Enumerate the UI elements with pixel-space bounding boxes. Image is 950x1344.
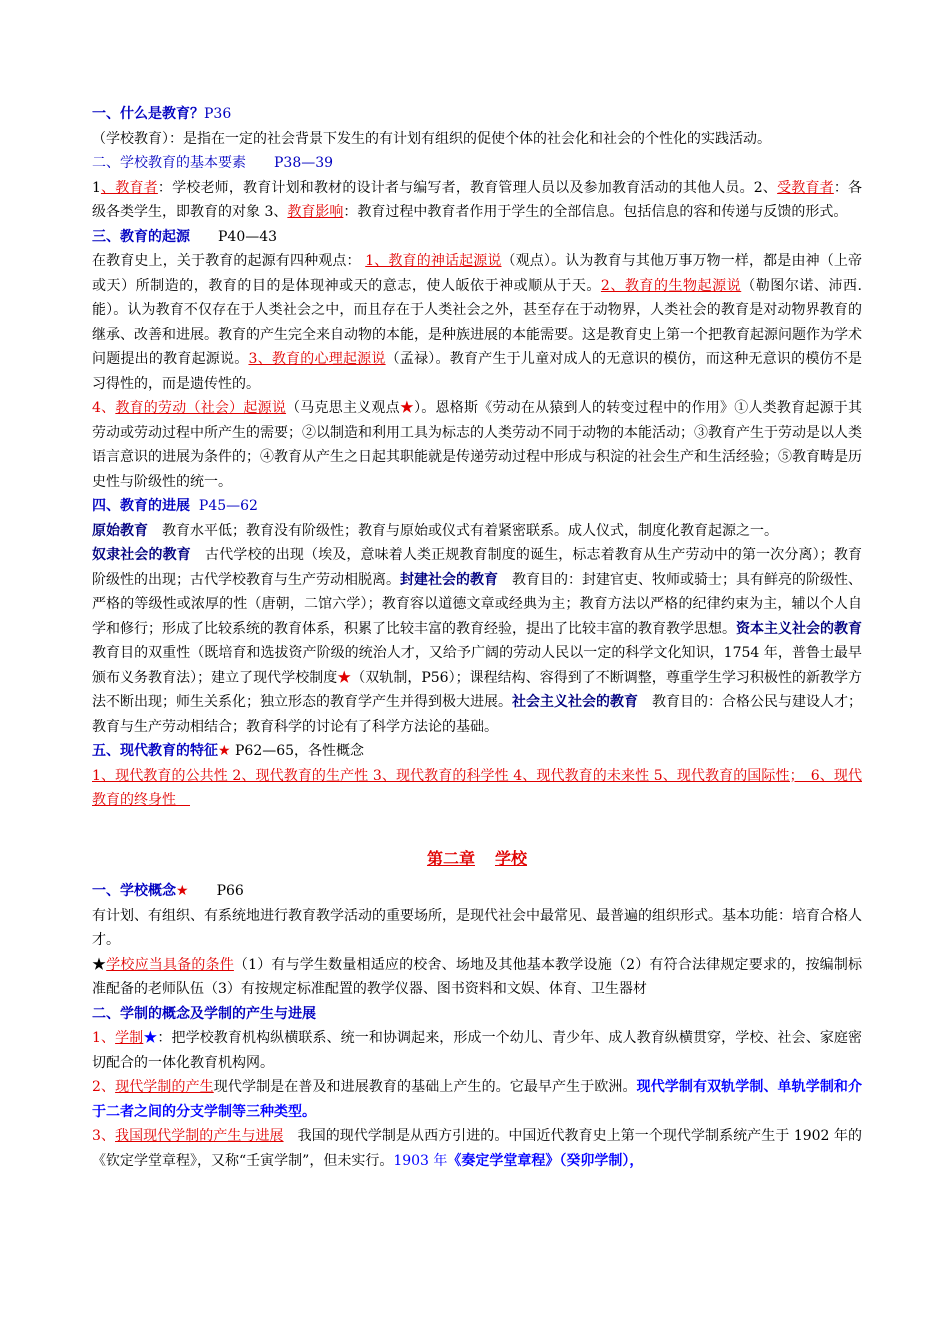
era-socialist-desc: 教育目的：合格公民与建设人才；教育与生产劳动相结合；教育科学的讨论有了科学方法论的基础。 xyxy=(92,694,862,735)
origin-bio: 2、教育的生物起源说 xyxy=(600,277,742,294)
term-educator-desc: ：学校老师，教育计划和教材的设计者与编写者，教育管理人员以及参加教育活动的其他人员。2、 xyxy=(157,179,778,196)
star-icon: ★ xyxy=(143,1030,158,1046)
section-3-body xyxy=(92,249,862,396)
china-system-desc: 我国的现代学制是从西方引进的。中国近代教育史上第一个现代学制系统产生于 1902 年的《钦定学堂章程》，又称“壬寅学制”，但未实行。 xyxy=(92,1128,862,1169)
item-number: 3、 xyxy=(92,1128,116,1144)
section-3-page: P40—43 xyxy=(218,228,278,245)
school-system-desc: ：把学校教育机构纵横联系、统一和协调起来，形成一个幼儿、青少年、成人教育纵横贯穿，学校、社会、家庭密切配合的一体化教育机构网。 xyxy=(92,1030,863,1071)
chapter-name: 学校 xyxy=(495,848,528,868)
school-system-def xyxy=(92,1026,862,1075)
modern-system-desc: 现代学制是在普及和进展教育的基础上产生的。它最早产生于欧洲。 xyxy=(213,1079,637,1095)
era-slave: 奴隶社会的教育 xyxy=(92,547,191,563)
origin-intro: 在教育史上，关于教育的起源有四种观点： xyxy=(92,253,361,269)
section-2 xyxy=(92,151,862,176)
section-5-page: P62—65，各性概念 xyxy=(230,743,365,759)
section-4 xyxy=(92,494,862,519)
section-3 xyxy=(92,225,862,250)
section-2-body xyxy=(92,176,862,225)
section-1-title: 一、什么是教育？ xyxy=(92,106,204,122)
item-number: 2、 xyxy=(92,1079,116,1095)
era-slave-desc: 古代学校的出现（埃及，意味着人类正规教育制度的诞生，标志着教育从生产劳动中的第一次分离）；教育阶级性的出现；古代学校教育与生产劳动相脱离。 xyxy=(92,547,863,588)
modern-system-types: 现代学制有双轨学制、单轨学制和介于二者之间的分支学制等三种类型。 xyxy=(92,1079,863,1120)
section-5 xyxy=(92,739,862,764)
chapter-title xyxy=(92,847,862,872)
origin-bio-desc: （勒图尔诺、沛西.能）。认为教育不仅存在于人类社会之中，而且存在于人类社会之外，甚至存在于动物界，人类社会的教育是对动物界教育的继承、改善和进展。教育的产生完全来自动物的本能，是种族进展的本能需要。这是教育史上第一个把教育起源问题作为学术问题提出的教育起源说。 xyxy=(92,277,862,367)
school-system-term: 学制 xyxy=(115,1030,144,1046)
chapter-section-1-title: 一、学校概念 xyxy=(92,883,176,899)
term-educatee: 受教育者 xyxy=(777,179,834,196)
school-conditions xyxy=(92,953,862,1002)
school-conditions-desc: （1）有与学生数量相适应的校舍、场地及其他基本教学设施（2）有符合法律规定要求的，按编制标准配备的老师队伍（3）有按规定标准配置的教学仪器、图书资料和文娱、体育、卫生器材 xyxy=(92,956,863,997)
origin-labor-term: 教育的劳动（社会）起源说 xyxy=(115,400,287,416)
section-2-page: P38—39 xyxy=(274,155,334,171)
china-system-term: 我国现代学制的产生与进展 xyxy=(115,1128,284,1144)
item-number: 1 xyxy=(92,179,101,196)
china-system-origin xyxy=(92,1124,862,1173)
origin-labor-num: 4、 xyxy=(92,400,116,416)
era-capitalist: 资本主义社会的教育 xyxy=(736,620,862,637)
section-4-page: P45—62 xyxy=(198,498,258,514)
school-conditions-term: 学校应当具备的条件 xyxy=(106,956,234,973)
section-4-title: 四、教育的进展 xyxy=(92,498,190,514)
star-icon: ★ xyxy=(92,956,107,973)
origin-psych: 3、教育的心理起源说 xyxy=(248,351,386,367)
term-educatee-desc: ：各级各类学生，即教育的对象 3、 xyxy=(92,179,863,220)
origin-labor-rest: ）。恩格斯《劳动在从猿到人的转变过程中的作用》①人类教育起源于其劳动或劳动过程中所产生的需要；②以制造和利用工具为标志的人类劳动不同于动物的本能活动；③教育产生于劳动是以人类语言意识的进展为条件的；④教育从产生之日起其职能就是传递劳动过程中形成与积淀的社会生产和生活经验；⑤教育畴是历史性与阶级性的统一。 xyxy=(92,400,863,490)
term-influence-desc: ：教育过程中教育者作用于学生的全部信息。包括信息的容和传递与反馈的形式。 xyxy=(343,204,848,220)
origin-myth: 1、教育的神话起源说 xyxy=(365,253,502,269)
section-5-title: 五、现代教育的特征 xyxy=(92,743,218,759)
era-primitive-desc: 教育水平低；教育没有阶级性；教育与原始或仪式有着紧密联系。成人仪式，制度化教育起源之一。 xyxy=(148,522,778,539)
section-4-body xyxy=(92,519,876,740)
star-icon: ★ xyxy=(399,400,415,416)
modern-system-origin xyxy=(92,1075,862,1124)
school-concept-body: 有计划、有组织、有系统地进行教育教学活动的重要场所，是现代社会中最常见、最普遍的组织形式。基本功能：培育合格人才。 xyxy=(92,907,862,948)
era-capitalist-rest: （双轨制，P56）；课程结构、容得到了不断调整，尊重学生学习积极性的新教学方法不断出现；师生关系化；独立形态的教育学产生并得到极大进展。 xyxy=(92,669,863,710)
item-number: 1、 xyxy=(92,1030,116,1046)
modern-system-term: 现代学制的产生 xyxy=(115,1079,214,1095)
document-content xyxy=(92,102,876,1173)
era-primitive: 原始教育 xyxy=(92,522,148,539)
china-system-year: 1903 年 xyxy=(393,1152,448,1169)
era-feudal: 封建社会的教育 xyxy=(400,571,498,588)
star-icon: ★ xyxy=(218,743,231,759)
modern-features-list: 1、现代教育的公共性 2、现代教育的生产性 3、现代教育的科学性 4、现代教育的未来性 5、现代教育的国际性； 6、现代教育的终身性 xyxy=(92,767,862,808)
chapter-number: 第二章 xyxy=(426,848,475,868)
china-system-guimao: 《奏定学堂章程》（癸卯学制）， xyxy=(447,1152,644,1169)
section-1 xyxy=(92,102,862,127)
era-socialist: 社会主义社会的教育 xyxy=(512,694,638,710)
section-1-page: P36 xyxy=(204,106,232,122)
chapter-section-2 xyxy=(92,1002,862,1027)
section-1-body: （学校教育）：是指在一定的社会背景下发生的有计划有组织的促使个体的社会化和社会的个性化的实践活动。 xyxy=(92,130,771,147)
origin-labor-desc: （马克思主义观点 xyxy=(286,400,400,416)
chapter-section-1-page: P66 xyxy=(216,883,244,899)
term-influence: 教育影响 xyxy=(287,204,344,220)
section-3-title: 三、教育的起源 xyxy=(92,228,190,245)
term-educator: 、教育者 xyxy=(100,179,158,196)
origin-labor xyxy=(92,396,862,494)
origin-psych-desc: （孟禄）。教育产生于儿童对成人的无意识的模仿，而这种无意识的模仿不是习得性的，而是遗传性的。 xyxy=(92,351,863,392)
star-icon: ★ xyxy=(337,669,352,686)
era-capitalist-desc: 教育目的双重性（既培育和选拔资产阶级的统治人才，又给予广阔的劳动人民以一定的科学文化知识，1754 年，普鲁士最早颁布义务教育法）；建立了现代学校制度 xyxy=(92,620,876,686)
origin-myth-desc: （观点）。认为教育与其他万事万物一样，都是由神（上帝或天）所制造的，教育的目的是体现神或天的意志，使人皈依于神或顺从于天。 xyxy=(92,253,862,294)
chapter-section-1 xyxy=(92,879,862,904)
chapter-section-2-title: 二、学制的概念及学制的产生与进展 xyxy=(92,1005,316,1022)
star-icon: ★ xyxy=(176,883,189,899)
era-feudal-desc: 教育目的：封建官吏、牧师或骑士；具有鲜亮的阶级性、严格的等级性或浓厚的性（唐朝，二馆六学）；教育容以道德文章或经典为主；教育方法以严格的纪律约束为主，辅以个人自学和修行；形成了比较系统的教育体系，积累了比较丰富的教育经验，提出了比较丰富的教育教学思想。 xyxy=(92,571,862,637)
section-2-title: 二、学校教育的基本要素 xyxy=(92,155,246,171)
